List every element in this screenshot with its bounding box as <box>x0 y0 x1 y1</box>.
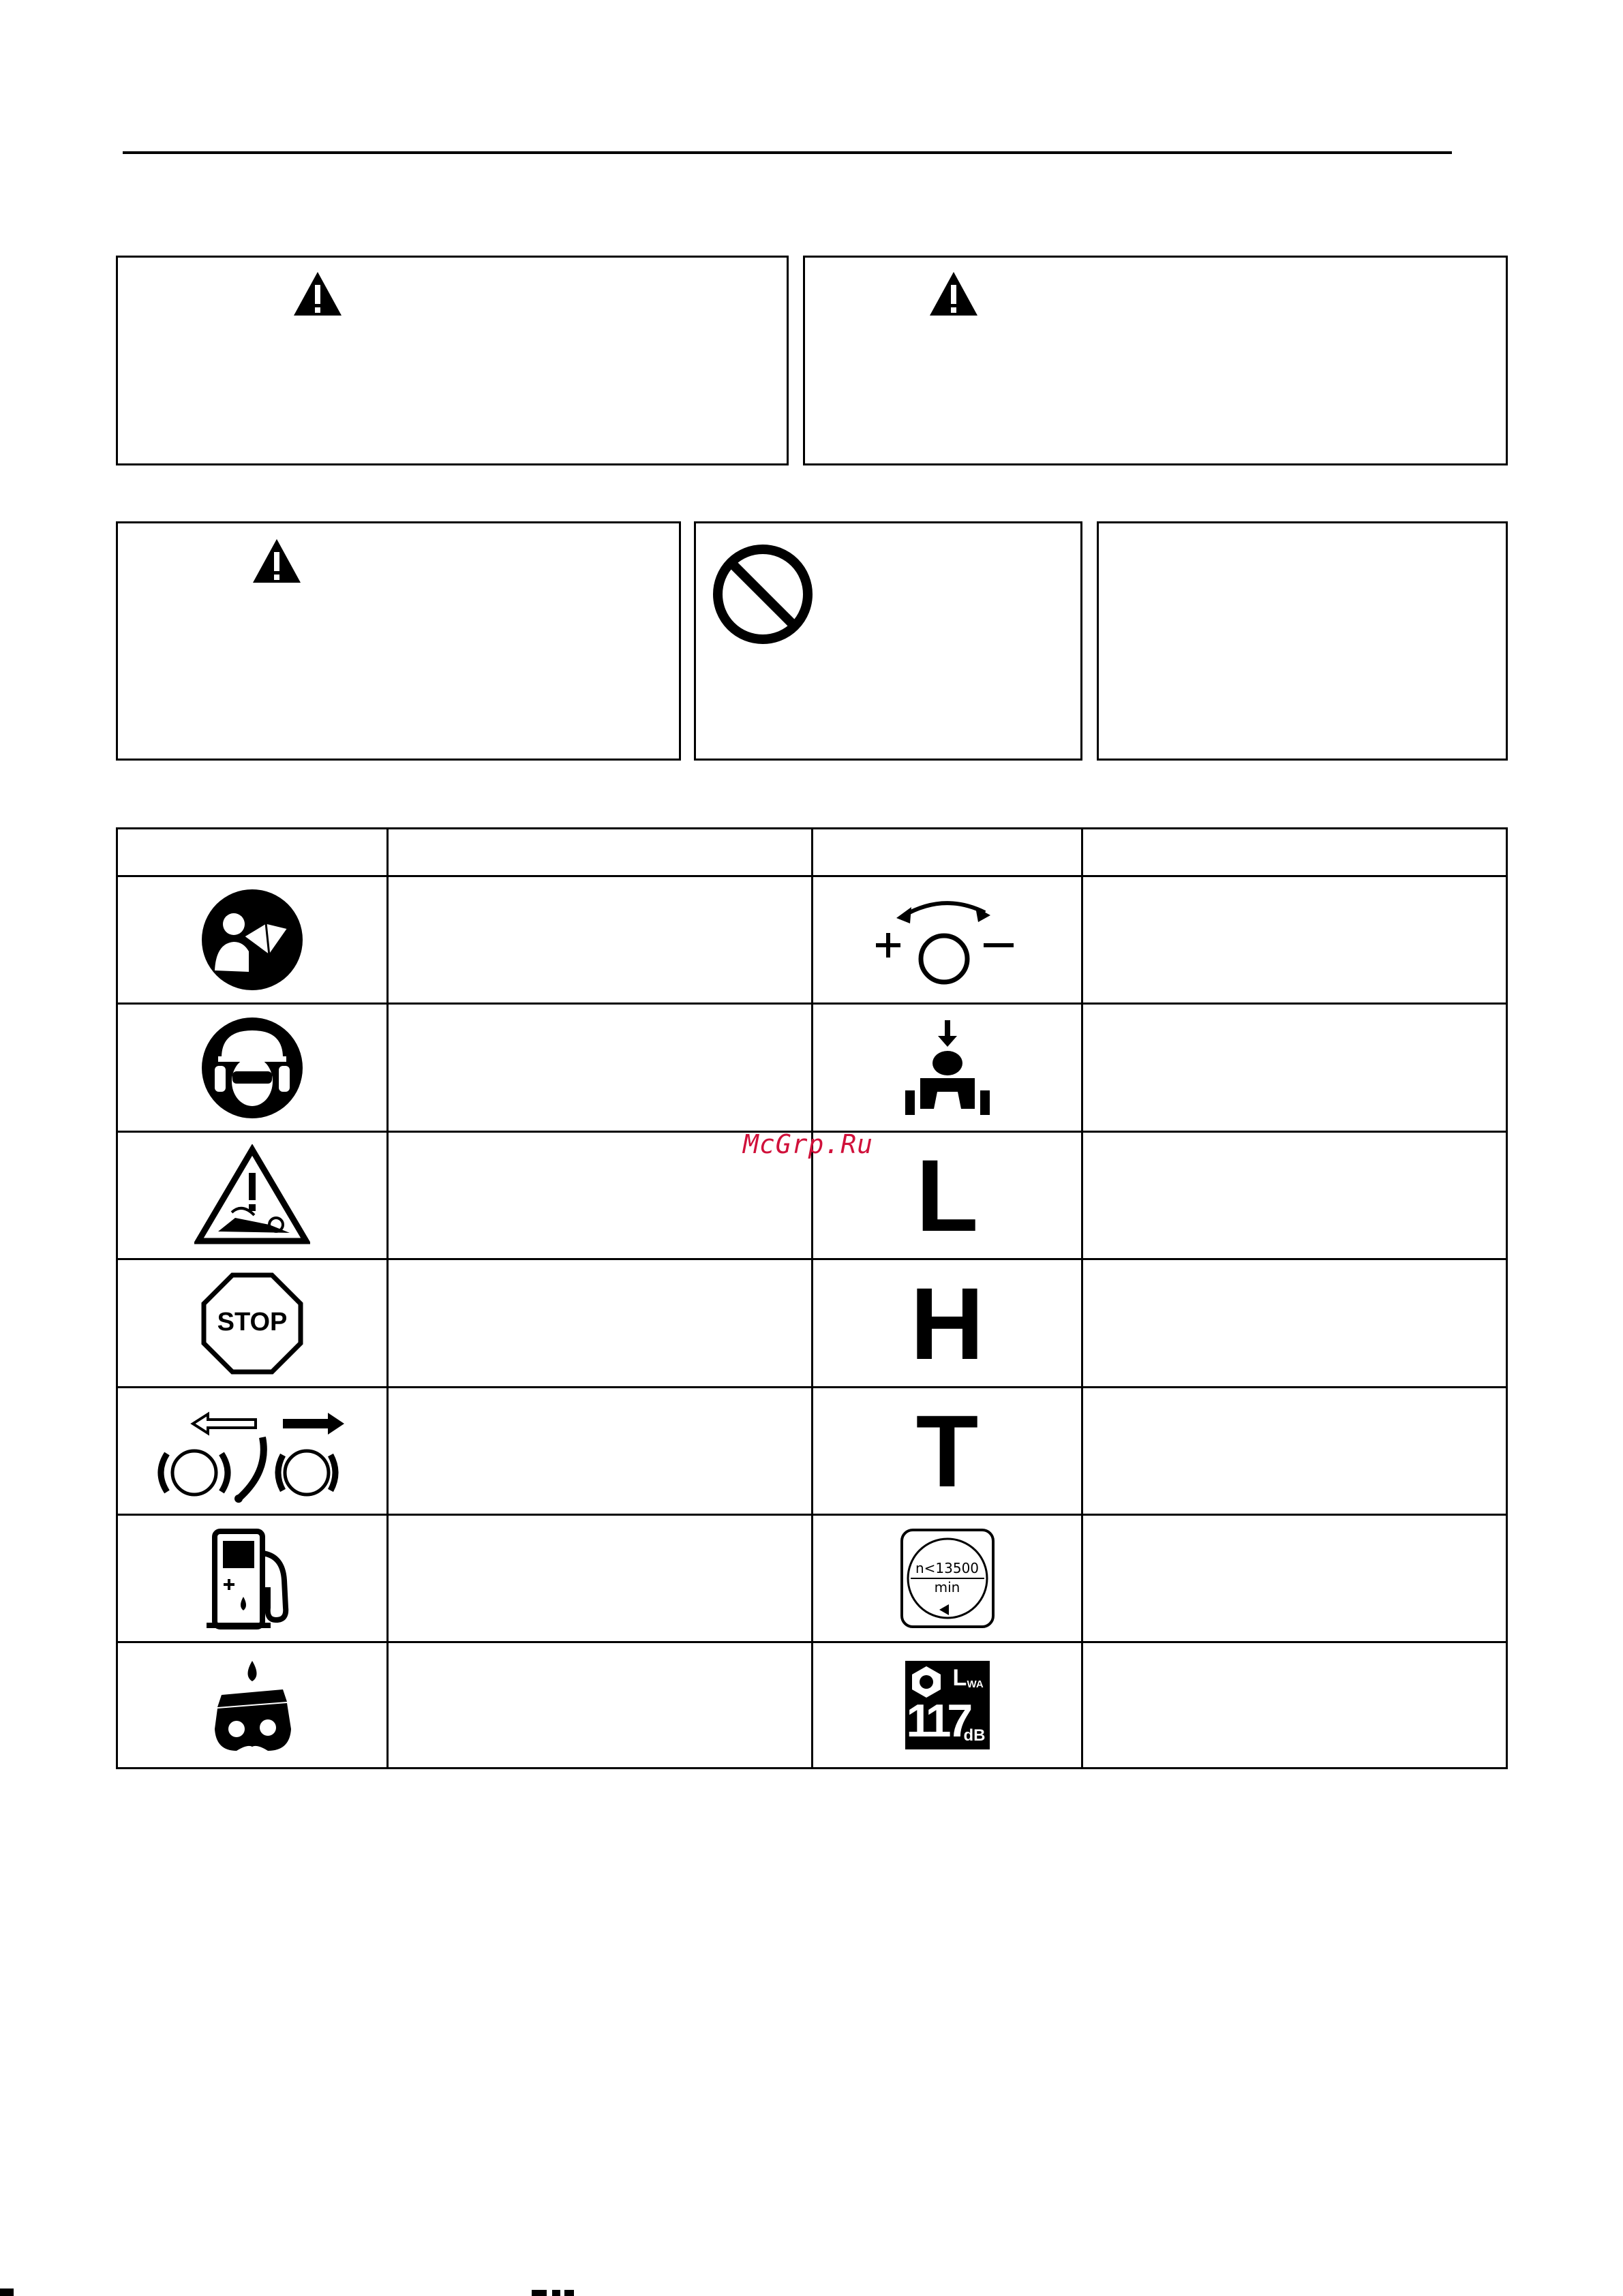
sound-power-label: L <box>952 1665 967 1691</box>
sound-power-icon <box>905 1661 990 1749</box>
table-row <box>118 1388 386 1514</box>
table-row <box>813 1005 1081 1131</box>
symbol-table <box>116 827 1508 1769</box>
watermark: McGrp.Ru <box>743 1129 874 1159</box>
max-speed-icon <box>900 1528 995 1629</box>
table-row <box>118 1260 386 1386</box>
table-row <box>118 877 386 1002</box>
table-row <box>813 877 1081 1002</box>
table-row <box>813 1388 1081 1514</box>
table-row <box>118 1133 386 1258</box>
warning-triangle-icon <box>292 270 344 318</box>
head-eye-ear-protection-icon <box>201 1017 303 1119</box>
primer-pump-icon <box>900 1017 995 1119</box>
table-row <box>813 1260 1081 1386</box>
table-row <box>813 1643 1081 1767</box>
fuel-mix-icon <box>201 1526 303 1632</box>
warning-box-3 <box>116 521 681 761</box>
table-row <box>118 1643 386 1767</box>
table-row <box>813 1516 1081 1641</box>
stop-sign-icon <box>201 1272 303 1375</box>
stop-label: STOP <box>217 1307 288 1336</box>
kickback-warning-icon <box>194 1144 310 1246</box>
sound-power-label-sub: WA <box>967 1679 984 1690</box>
sound-power-unit: dB <box>963 1726 986 1745</box>
low-speed-adjust-letter: L <box>915 1138 979 1253</box>
sound-power-value: 117 <box>906 1695 969 1747</box>
warning-triangle-icon <box>251 537 303 585</box>
prohibition-box <box>694 521 1082 761</box>
max-speed-prefix: n< <box>915 1560 936 1576</box>
max-speed-value: 13500 <box>935 1560 980 1576</box>
idle-adjust-letter: T <box>915 1394 979 1508</box>
chain-brake-icon <box>153 1396 351 1505</box>
header-rule <box>123 151 1452 154</box>
table-row <box>118 1516 386 1641</box>
read-manual-icon <box>201 889 303 991</box>
table-row <box>118 1005 386 1131</box>
hexagon-icon <box>909 1665 943 1699</box>
choke-lever-icon <box>869 892 1026 988</box>
chain-oil-icon <box>201 1654 303 1756</box>
prohibition-icon <box>711 542 815 646</box>
warning-triangle-icon <box>928 270 980 318</box>
footer-marks <box>0 2284 1623 2296</box>
warning-box-2 <box>803 256 1508 465</box>
warning-box-1 <box>116 256 789 465</box>
high-speed-adjust-letter: H <box>910 1266 984 1381</box>
note-box <box>1097 521 1508 761</box>
max-speed-unit: min <box>934 1579 960 1595</box>
